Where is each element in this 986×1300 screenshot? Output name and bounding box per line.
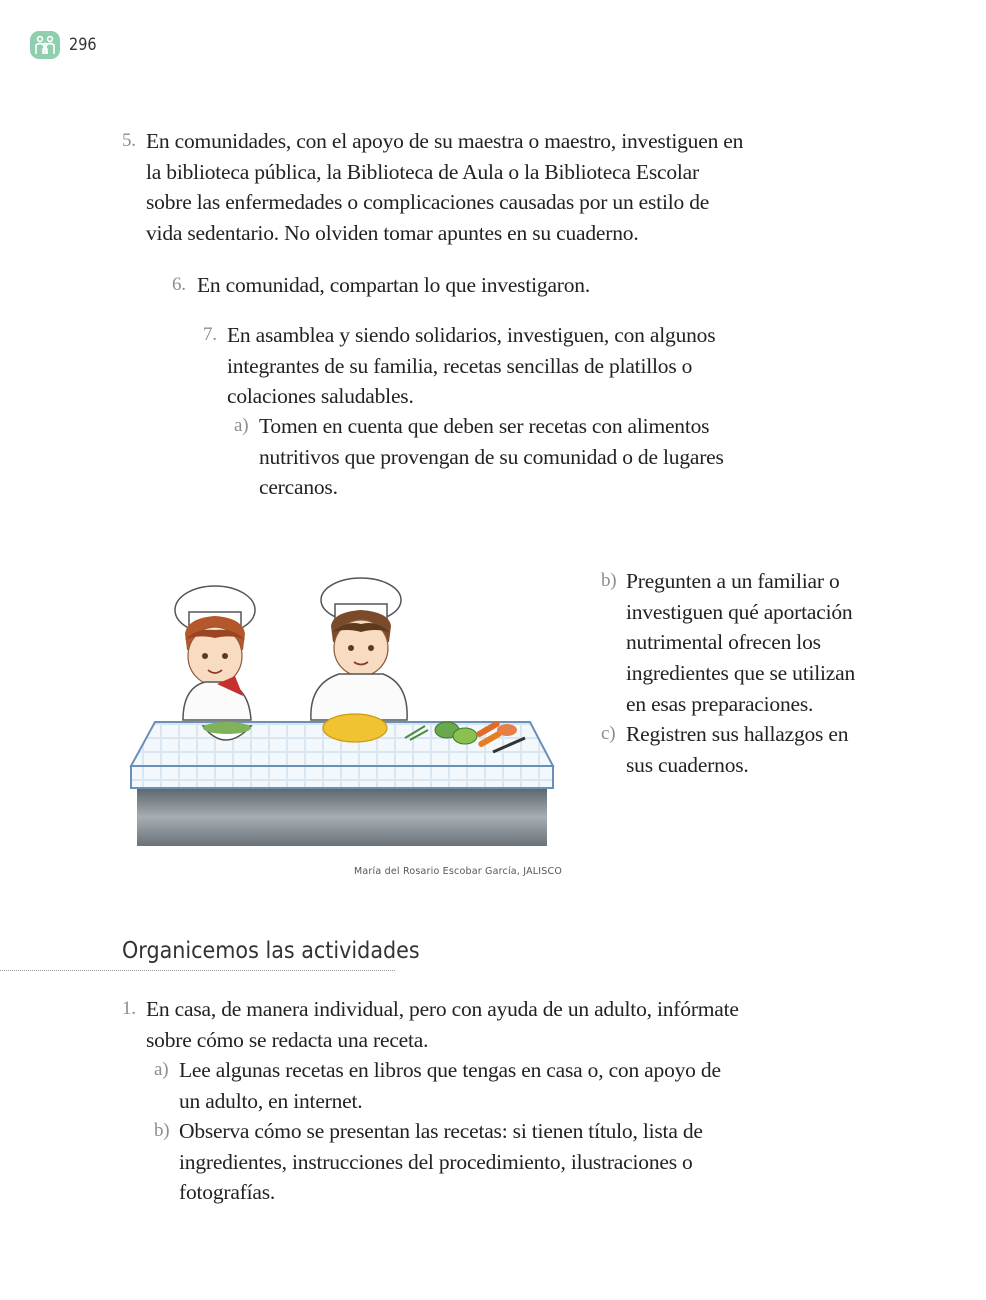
list-item-7b bbox=[601, 566, 876, 720]
list-marker: b) bbox=[154, 1120, 170, 1141]
section-heading: Organicemos las actividades bbox=[122, 938, 420, 964]
illustration-credit: María del Rosario Escobar García, JALISCO bbox=[354, 866, 563, 877]
list-item-1 bbox=[122, 994, 771, 1055]
page-number: 296 bbox=[69, 35, 97, 55]
list-item-1b bbox=[154, 1116, 731, 1208]
list-item-text: Pregunten a un familiar o investiguen qué aportación nutrimental ofrecen los ingredientes que se utilizan en esas preparaciones. bbox=[626, 569, 856, 716]
list-marker: c) bbox=[601, 723, 616, 744]
list-marker: 7. bbox=[203, 324, 217, 345]
list-item-text: En comunidad, compartan lo que investigaron. bbox=[197, 273, 591, 297]
list-item-7 bbox=[203, 320, 739, 412]
list-marker: a) bbox=[234, 415, 249, 436]
children-cooking-illustration bbox=[125, 570, 560, 855]
list-item-7a bbox=[234, 411, 744, 503]
list-marker: 6. bbox=[172, 274, 186, 295]
list-item-text: Tomen en cuenta que deben ser recetas con alimentos nutritivos que provengan de su comunidad o de lugares cercanos. bbox=[259, 414, 724, 500]
list-marker: b) bbox=[601, 570, 617, 591]
list-item-1a bbox=[154, 1055, 724, 1116]
list-marker: a) bbox=[154, 1059, 169, 1080]
heading-divider bbox=[0, 970, 395, 971]
list-item-text: Observa cómo se presentan las recetas: si tienen título, lista de ingredientes, instrucciones del procedimiento, ilustraciones o fotografías. bbox=[179, 1119, 703, 1205]
list-marker: 5. bbox=[122, 130, 136, 151]
list-item-text: En casa, de manera individual, pero con ayuda de un adulto, infórmate sobre cómo se redacta una receta. bbox=[146, 997, 739, 1052]
family-icon bbox=[30, 31, 60, 59]
list-item-5 bbox=[122, 126, 746, 249]
list-item-text: En comunidades, con el apoyo de su maestra o maestro, investiguen en la biblioteca pública, la Biblioteca de Aula o la Biblioteca Escolar sobre las enfermedades o complicaciones causadas por un estilo de vida sedentario. No olviden tomar apuntes en su cuaderno. bbox=[146, 129, 744, 246]
list-item-text: En asamblea y siendo solidarios, investiguen, con algunos integrantes de su familia, recetas sencillas de platillos o colaciones saludables. bbox=[227, 323, 716, 409]
list-item-text: Registren sus hallazgos en sus cuadernos. bbox=[626, 722, 849, 777]
list-marker: 1. bbox=[122, 998, 136, 1019]
list-item-text: Lee algunas recetas en libros que tengas en casa o, con apoyo de un adulto, en internet. bbox=[179, 1058, 721, 1113]
page-number-badge bbox=[30, 31, 101, 59]
list-item-7c bbox=[601, 719, 876, 780]
list-item-6 bbox=[172, 270, 757, 301]
